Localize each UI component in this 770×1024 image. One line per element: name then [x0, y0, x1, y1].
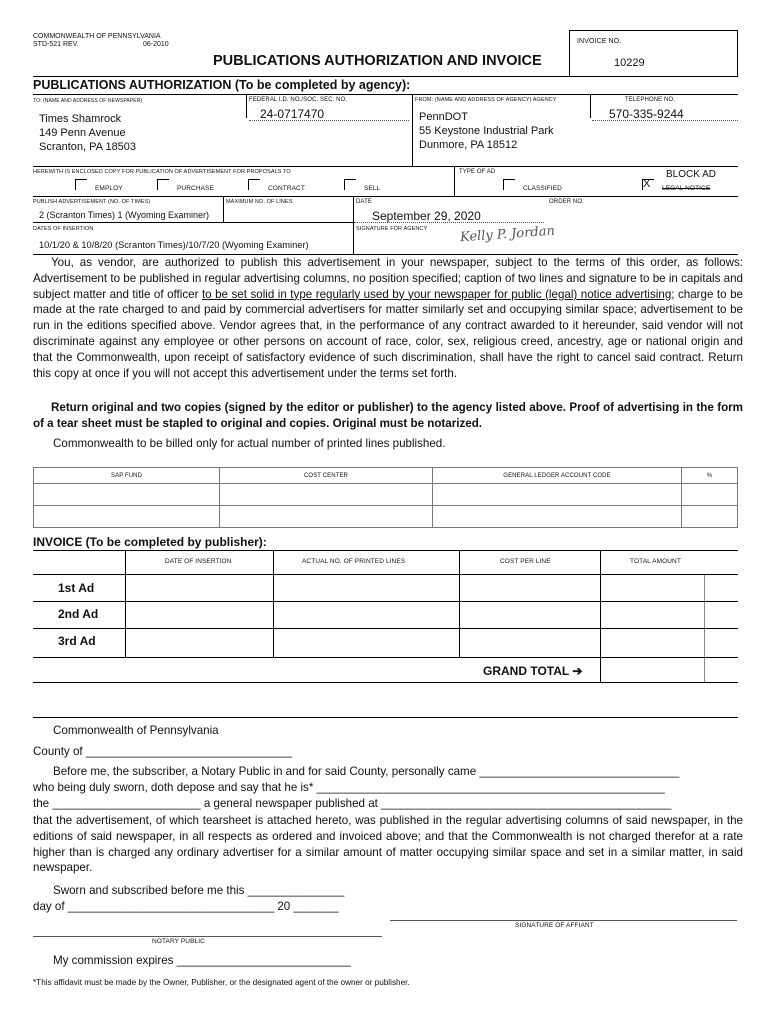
- classified-label: CLASSIFIED: [523, 185, 562, 192]
- invoice-no-label: INVOICE NO.: [577, 38, 622, 45]
- affiant-signature-label: SIGNATURE OF AFFIANT: [515, 922, 594, 929]
- percent-cell[interactable]: [682, 506, 738, 528]
- publish-value[interactable]: 2 (Scranton Times) 1 (Wyoming Examiner): [39, 210, 209, 220]
- return-instructions: Return original and two copies (signed by the editor or publisher) to the agency listed above. Proof of advertising in the form of a tear sheet must be stapled to original and copies. Original must be notarized.: [33, 401, 743, 430]
- signature-label: SIGNATURE FOR AGENCY: [356, 226, 428, 232]
- sell-label: SELL: [364, 185, 381, 192]
- from-line: 55 Keystone Industrial Park: [419, 125, 554, 137]
- commission-line[interactable]: My commission expires ___________________________: [53, 954, 351, 967]
- sell-checkbox[interactable]: [344, 179, 356, 190]
- form-number: STD-521 REV.: [33, 41, 79, 48]
- dates-label: DATES OF INSERTION: [33, 226, 94, 232]
- authorization-heading: PUBLICATIONS AUTHORIZATION (To be completed by agency):: [33, 78, 411, 92]
- ad-row-label: 2nd Ad: [58, 607, 99, 621]
- gl-code-cell[interactable]: [433, 506, 682, 528]
- invoice-no[interactable]: 10229: [614, 57, 645, 69]
- contract-label: CONTRACT: [268, 185, 305, 192]
- gl-code-header: GENERAL LEDGER ACCOUNT CODE: [503, 472, 611, 479]
- purchase-checkbox[interactable]: [157, 179, 169, 190]
- fund-cell[interactable]: [34, 506, 220, 528]
- to-line: Scranton, PA 18503: [39, 141, 137, 153]
- commonwealth-label: COMMONWEALTH OF PENNSYLVANIA: [33, 33, 161, 40]
- date-value[interactable]: September 29, 2020: [372, 209, 481, 223]
- publish-label: PUBLISH ADVERTISEMENT (NO. OF TIMES): [33, 199, 151, 205]
- contract-checkbox[interactable]: [248, 179, 260, 190]
- invoice-heading: INVOICE (To be completed by publisher):: [33, 535, 267, 549]
- block-ad-label: BLOCK AD: [666, 169, 717, 180]
- deponent-line[interactable]: who being duly sworn, doth depose and say that he is* ______________________________________________________: [33, 781, 665, 794]
- notary-public-label: NOTARY PUBLIC: [152, 938, 205, 945]
- gl-code-cell[interactable]: [433, 484, 682, 506]
- newspaper-line[interactable]: the _______________________ a general newspaper published at _____________________________________________: [33, 797, 672, 810]
- check-x-icon: X: [643, 178, 651, 190]
- date-insertion-header: DATE OF INSERTION: [165, 558, 232, 565]
- date-label: DATE: [356, 199, 372, 205]
- to-label: TO: (NAME AND ADDRESS OF NEWSPAPER): [33, 98, 143, 104]
- grand-total-label: GRAND TOTAL ➔: [483, 664, 583, 678]
- terms-paragraph: [33, 255, 743, 381]
- to-address[interactable]: [39, 112, 136, 154]
- dates-value[interactable]: 10/1/20 & 10/8/20 (Scranton Times)/10/7/20 (Wyoming Examiner): [39, 240, 309, 250]
- terms-text-underlined: to be set solid in type regularly used by your newspaper for public (legal) notice advertising: [201, 287, 672, 301]
- form-title: PUBLICATIONS AUTHORIZATION AND INVOICE: [213, 53, 542, 69]
- from-label: FROM: (NAME AND ADDRESS OF AGENCY) AGENCY: [415, 97, 557, 103]
- ad-row-label: 3rd Ad: [58, 634, 96, 648]
- cost-center-cell[interactable]: [220, 506, 433, 528]
- employ-checkbox[interactable]: [75, 179, 87, 190]
- classified-checkbox[interactable]: [503, 179, 515, 190]
- fund-cell[interactable]: [34, 484, 220, 506]
- form-date: 06-2010: [143, 41, 169, 48]
- phone-number[interactable]: 570-335-9244: [609, 107, 684, 121]
- terms-text-b: ; charge to be made at the rate charged to and paid by commercial advertisers for matter similarly set and occupying similar space; advertisement to be run in the editions specified above. Vendor agrees that, in the performance of any contract awarded to it hereunder, said vendor will not discriminate against any employee or other persons on account of race, color, sex, religious creed, ancestry, age or national origin and that the Commonwealth, upon receipt of satisfactory evidence of such discrimination, shall have the right to cancel said contract. Return this copy at once if you will not accept this advertisement under the terms set forth.: [33, 287, 743, 380]
- from-address[interactable]: [419, 110, 554, 152]
- billing-note: Commonwealth to be billed only for actual number of printed lines published.: [53, 437, 446, 450]
- fed-id-label: FEDERAL I.D. NO./SOC. SEC. NO.: [249, 97, 348, 103]
- total-amount-header: TOTAL AMOUNT: [630, 558, 681, 565]
- to-line: 149 Penn Avenue: [39, 127, 126, 139]
- phone-label: TELEPHONE NO.: [625, 97, 675, 103]
- ad-row-label: 1st Ad: [58, 581, 95, 595]
- enclosed-label: HEREWITH IS ENCLOSED COPY FOR PUBLICATION OF ADVERTISEMENT FOR PROPOSALS TO: [33, 169, 291, 175]
- agency-signature: Kelly P. Jordan: [459, 223, 556, 246]
- purchase-label: PURCHASE: [177, 185, 214, 192]
- terms-text-a: You, as vendor, are authorized to publish this advertisement in your newspaper, subject to the terms of this order, as follows: Advertisement to be published in regular advertising columns, no position specified; caption of two lines and signature to be in capitals and subject matter and title of officer: [33, 256, 743, 301]
- cost-per-line-header: COST PER LINE: [500, 558, 551, 565]
- cost-center-cell[interactable]: [220, 484, 433, 506]
- percent-header: %: [706, 472, 713, 479]
- percent-cell[interactable]: [682, 484, 738, 506]
- affidavit-state: Commonwealth of Pennsylvania: [53, 724, 219, 737]
- type-of-ad-label: TYPE OF AD: [459, 169, 496, 175]
- affidavit-paragraph: that the advertisement, of which tearsheet is attached hereto, was published in the regular advertising columns of said newspaper, in the editions of said newspaper, in all respects as ordered and invoiced above; and that the Commonwealth is not charged therefor at a rate higher than is charged any ordinary advertiser for a similar amount of matter occupying similar space and set in a similar matter, in said newspaper.: [33, 814, 743, 875]
- legal-notice-label: LEGAL NOTICE: [662, 185, 711, 192]
- county-line[interactable]: County of ________________________________: [33, 745, 293, 758]
- max-lines-label: MAXIMUM NO. OF LINES: [226, 199, 293, 205]
- fund-table: [33, 467, 738, 528]
- from-line: Dunmore, PA 18512: [419, 139, 518, 151]
- day-of-line[interactable]: day of ________________________________ 20 _______: [33, 900, 339, 913]
- cost-center-header: COST CENTER: [304, 472, 348, 479]
- from-line: PennDOT: [419, 111, 468, 123]
- sap-fund-header: SAP FUND: [110, 472, 143, 479]
- to-line: Times Shamrock: [39, 113, 122, 125]
- sworn-line[interactable]: Sworn and subscribed before me this _______________: [53, 884, 345, 897]
- notary-line[interactable]: Before me, the subscriber, a Notary Public in and for said County, personally came _______________________________: [53, 765, 680, 778]
- employ-label: EMPLOY: [95, 185, 123, 192]
- affidavit-footnote: *This affidavit must be made by the Owner, Publisher, or the designated agent of the owner or publisher.: [33, 978, 410, 987]
- fed-id[interactable]: 24-0717470: [260, 107, 325, 121]
- order-no-label: ORDER NO.: [549, 199, 584, 205]
- printed-lines-header: ACTUAL NO. OF PRINTED LINES: [302, 558, 406, 565]
